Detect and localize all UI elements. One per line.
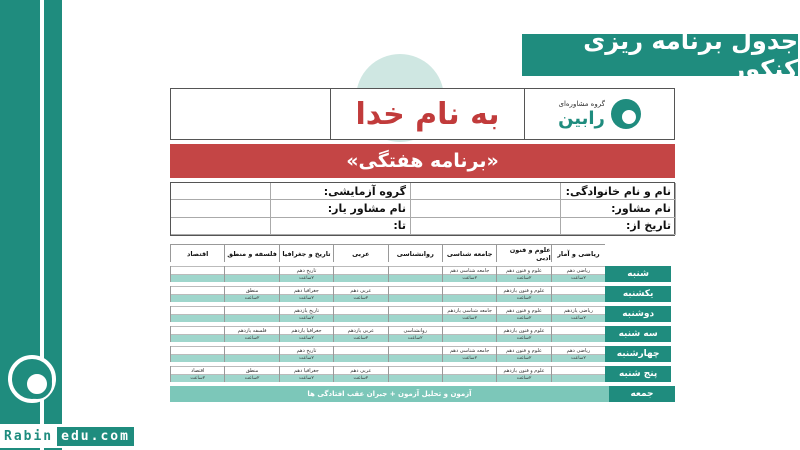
- cell-duration: ۲ساعت: [552, 355, 605, 362]
- to-date-value[interactable]: [171, 218, 271, 235]
- brand-bar: [0, 424, 152, 448]
- schedule-cell[interactable]: [442, 306, 496, 322]
- cell-duration: [389, 355, 442, 362]
- brand-name: Rabin: [0, 429, 57, 444]
- cell-subject: [334, 306, 387, 315]
- cell-duration: ۲ساعت: [280, 375, 333, 382]
- day-label: چهارشنبه: [605, 346, 671, 362]
- schedule-cell[interactable]: [279, 306, 333, 322]
- logo-name: رابین: [558, 107, 605, 129]
- schedule-cell[interactable]: [442, 266, 496, 282]
- column-header: عربی: [333, 244, 387, 262]
- schedule-cell[interactable]: [224, 366, 278, 382]
- cell-subject: جغرافیا یازدهم: [280, 326, 333, 335]
- schedule-cell[interactable]: [388, 326, 442, 342]
- day-label: یکشنبه: [605, 286, 671, 302]
- assistant-label: نام مشاور یار:: [271, 200, 411, 217]
- cell-subject: علوم و فنون دهم: [497, 346, 550, 355]
- schedule-header-row: [170, 244, 675, 262]
- cell-subject: [552, 326, 605, 335]
- schedule-cell[interactable]: [551, 326, 605, 342]
- schedule-cell[interactable]: [551, 346, 605, 362]
- name-label: نام و نام خانوادگی:: [561, 183, 676, 200]
- cell-subject: عربی دهم: [334, 286, 387, 295]
- cell-duration: [171, 295, 224, 302]
- schedule-cell[interactable]: [170, 306, 224, 322]
- to-value[interactable]: [171, 183, 271, 200]
- day-row: [170, 326, 675, 342]
- schedule-cell[interactable]: [551, 266, 605, 282]
- cell-subject: منطق: [225, 366, 278, 375]
- day-label: سه شنبه: [605, 326, 671, 342]
- cell-subject: جامعه شناسی دهم: [443, 266, 496, 275]
- schedule-cell[interactable]: [170, 366, 224, 382]
- cell-duration: [171, 355, 224, 362]
- schedule-cell[interactable]: [442, 346, 496, 362]
- cell-subject: جامعه شناسی دهم: [443, 346, 496, 355]
- cell-subject: [171, 266, 224, 275]
- cell-subject: فلسفه یازدهم: [225, 326, 278, 335]
- cell-subject: تاریخ دهم: [280, 266, 333, 275]
- cell-duration: ۲ساعت: [334, 295, 387, 302]
- schedule-cell[interactable]: [224, 286, 278, 302]
- friday-label: جمعه: [609, 386, 675, 402]
- day-row: [170, 266, 675, 282]
- cell-duration: ۲ساعت: [280, 335, 333, 342]
- to-label: تا:: [271, 218, 411, 235]
- cell-duration: ۲ساعت: [497, 275, 550, 282]
- cell-subject: [334, 266, 387, 275]
- cell-duration: ۲ساعت: [225, 375, 278, 382]
- cell-subject: [389, 266, 442, 275]
- weekly-schedule: [170, 244, 675, 402]
- schedule-cell[interactable]: [279, 286, 333, 302]
- cell-subject: [552, 366, 605, 375]
- schedule-cell[interactable]: [551, 366, 605, 382]
- cell-subject: جغرافیا دهم: [280, 366, 333, 375]
- cell-duration: ۲ساعت: [552, 315, 605, 322]
- weekly-plan-banner: «برنامه هفتگی»: [170, 144, 675, 178]
- friday-text: آزمون و تحلیل آزمون + جبران عقب افتادگی ها: [170, 386, 609, 402]
- logo-text: [558, 100, 605, 129]
- cell-duration: ۲ساعت: [225, 335, 278, 342]
- info-grid: [170, 182, 675, 236]
- cell-duration: ۲ساعت: [280, 275, 333, 282]
- cell-duration: [225, 315, 278, 322]
- cell-duration: [171, 315, 224, 322]
- page-title: جدول برنامه ریزی کنکور: [520, 32, 800, 78]
- schedule-cell[interactable]: [224, 326, 278, 342]
- schedule-cell[interactable]: [224, 346, 278, 362]
- cell-duration: ۲ساعت: [497, 315, 550, 322]
- day-label: دوشنبه: [605, 306, 671, 322]
- schedule-cell[interactable]: [496, 366, 550, 382]
- schedule-cell[interactable]: [496, 346, 550, 362]
- cell-duration: ۲ساعت: [225, 295, 278, 302]
- cell-duration: ۲ساعت: [334, 375, 387, 382]
- cell-duration: [171, 275, 224, 282]
- schedule-cell[interactable]: [551, 286, 605, 302]
- header-box: [170, 88, 675, 140]
- schedule-cell[interactable]: [224, 306, 278, 322]
- cell-subject: ریاضی یازدهم: [552, 306, 605, 315]
- cell-duration: [389, 275, 442, 282]
- cell-duration: [225, 275, 278, 282]
- cell-subject: [171, 306, 224, 315]
- brand-logo-icon: [8, 355, 56, 403]
- cell-duration: ۲ساعت: [552, 275, 605, 282]
- cell-subject: روانشناسی: [389, 326, 442, 335]
- logo-subtitle: گروه مشاوره‌ای: [558, 99, 605, 108]
- group-label: گروه آزمایشی:: [271, 183, 411, 200]
- cell-duration: ۲ساعت: [497, 335, 550, 342]
- schedule-cell[interactable]: [279, 326, 333, 342]
- cell-subject: تاریخ دهم: [280, 346, 333, 355]
- cell-subject: تاریخ یازدهم: [280, 306, 333, 315]
- schedule-cell[interactable]: [170, 326, 224, 342]
- cell-duration: ۲ساعت: [497, 355, 550, 362]
- friday-row: [170, 386, 675, 402]
- assistant-value[interactable]: [171, 200, 271, 217]
- column-header: اقتصاد: [170, 244, 224, 262]
- cell-duration: [552, 295, 605, 302]
- column-header: علوم و فنون ادبی: [496, 244, 550, 262]
- column-header: تاریخ و جغرافیا: [279, 244, 333, 262]
- cell-subject: [389, 286, 442, 295]
- cell-subject: منطق: [225, 286, 278, 295]
- schedule-cell[interactable]: [442, 286, 496, 302]
- advisor-label: نام مشاور:: [561, 200, 676, 217]
- cell-subject: علوم و فنون یازدهم: [497, 326, 550, 335]
- cell-duration: [443, 335, 496, 342]
- cell-subject: ریاضی دهم: [552, 346, 605, 355]
- schedule-cell[interactable]: [496, 326, 550, 342]
- cell-subject: [443, 326, 496, 335]
- cell-duration: [334, 355, 387, 362]
- cell-subject: ریاضی دهم: [552, 266, 605, 275]
- cell-duration: [334, 315, 387, 322]
- bismillah-title: به نام خدا: [355, 96, 500, 132]
- schedule-cell[interactable]: [170, 266, 224, 282]
- cell-subject: [389, 366, 442, 375]
- day-row: [170, 286, 675, 302]
- cell-subject: علوم و فنون دهم: [497, 266, 550, 275]
- cell-duration: ۲ساعت: [334, 335, 387, 342]
- cell-duration: [171, 335, 224, 342]
- cell-duration: ۲ساعت: [280, 355, 333, 362]
- from-label: تاریخ از:: [561, 218, 676, 235]
- header-empty-cell: [171, 89, 331, 139]
- schedule-days: [170, 266, 675, 382]
- day-label: شنبه: [605, 266, 671, 282]
- schedule-cell[interactable]: [388, 286, 442, 302]
- schedule-cell[interactable]: [333, 366, 387, 382]
- cell-subject: [443, 366, 496, 375]
- cell-duration: ۲ساعت: [171, 375, 224, 382]
- logo: [524, 89, 674, 139]
- from-value[interactable]: [411, 218, 561, 235]
- column-header: روانشناسی: [388, 244, 442, 262]
- cell-subject: [552, 286, 605, 295]
- cell-subject: علوم و فنون یازدهم: [497, 366, 550, 375]
- schedule-cell[interactable]: [170, 286, 224, 302]
- cell-subject: [171, 346, 224, 355]
- cell-subject: جغرافیا دهم: [280, 286, 333, 295]
- cell-subject: [389, 306, 442, 315]
- cell-subject: [334, 346, 387, 355]
- column-header: ریاضی و آمار: [551, 244, 605, 262]
- schedule-cell[interactable]: [333, 266, 387, 282]
- day-row: [170, 306, 675, 322]
- cell-duration: [389, 315, 442, 322]
- schedule-cell[interactable]: [442, 366, 496, 382]
- cell-subject: [171, 326, 224, 335]
- schedule-cell[interactable]: [388, 366, 442, 382]
- cell-duration: ۲ساعت: [497, 375, 550, 382]
- schedule-cell[interactable]: [388, 266, 442, 282]
- schedule-cell[interactable]: [224, 266, 278, 282]
- cell-duration: [443, 375, 496, 382]
- turtle-logo-icon: [611, 99, 641, 129]
- cell-duration: [389, 375, 442, 382]
- schedule-cell[interactable]: [279, 266, 333, 282]
- advisor-value[interactable]: [411, 200, 561, 217]
- schedule-cell[interactable]: [388, 306, 442, 322]
- name-value[interactable]: [411, 183, 561, 200]
- cell-subject: [443, 286, 496, 295]
- schedule-cell[interactable]: [333, 306, 387, 322]
- schedule-cell[interactable]: [496, 286, 550, 302]
- cell-subject: علوم و فنون یازدهم: [497, 286, 550, 295]
- cell-duration: ۲ساعت: [280, 315, 333, 322]
- cell-duration: ۲ساعت: [443, 355, 496, 362]
- cell-subject: عربی دهم: [334, 366, 387, 375]
- cell-duration: ۲ساعت: [497, 295, 550, 302]
- schedule-cell[interactable]: [333, 326, 387, 342]
- cell-duration: ۲ساعت: [443, 275, 496, 282]
- cell-subject: [389, 346, 442, 355]
- cell-duration: [334, 275, 387, 282]
- cell-duration: ۲ساعت: [389, 335, 442, 342]
- schedule-cell[interactable]: [551, 306, 605, 322]
- schedule-cell[interactable]: [496, 266, 550, 282]
- schedule-cell[interactable]: [442, 326, 496, 342]
- cell-duration: [552, 375, 605, 382]
- header-corner: [605, 244, 671, 262]
- day-row: [170, 346, 675, 362]
- cell-subject: جامعه شناسی یازدهم: [443, 306, 496, 315]
- schedule-cell[interactable]: [170, 346, 224, 362]
- brand-domain: edu.com: [57, 427, 134, 446]
- cell-subject: [225, 346, 278, 355]
- schedule-cell[interactable]: [279, 366, 333, 382]
- cell-subject: [171, 286, 224, 295]
- cell-subject: [225, 306, 278, 315]
- cell-subject: عربی یازدهم: [334, 326, 387, 335]
- schedule-cell[interactable]: [333, 286, 387, 302]
- cell-duration: [443, 295, 496, 302]
- cell-subject: اقتصاد: [171, 366, 224, 375]
- cell-duration: [552, 335, 605, 342]
- cell-duration: [225, 355, 278, 362]
- day-row: [170, 366, 675, 382]
- cell-duration: ۲ساعت: [443, 315, 496, 322]
- cell-subject: علوم و فنون دهم: [497, 306, 550, 315]
- schedule-cell[interactable]: [388, 346, 442, 362]
- schedule-cell[interactable]: [496, 306, 550, 322]
- schedule-cell[interactable]: [333, 346, 387, 362]
- cell-duration: ۲ساعت: [280, 295, 333, 302]
- schedule-cell[interactable]: [279, 346, 333, 362]
- column-header: جامعه شناسی: [442, 244, 496, 262]
- cell-duration: [389, 295, 442, 302]
- day-label: پنج شنبه: [605, 366, 671, 382]
- column-header: فلسفه و منطق: [224, 244, 278, 262]
- cell-subject: [225, 266, 278, 275]
